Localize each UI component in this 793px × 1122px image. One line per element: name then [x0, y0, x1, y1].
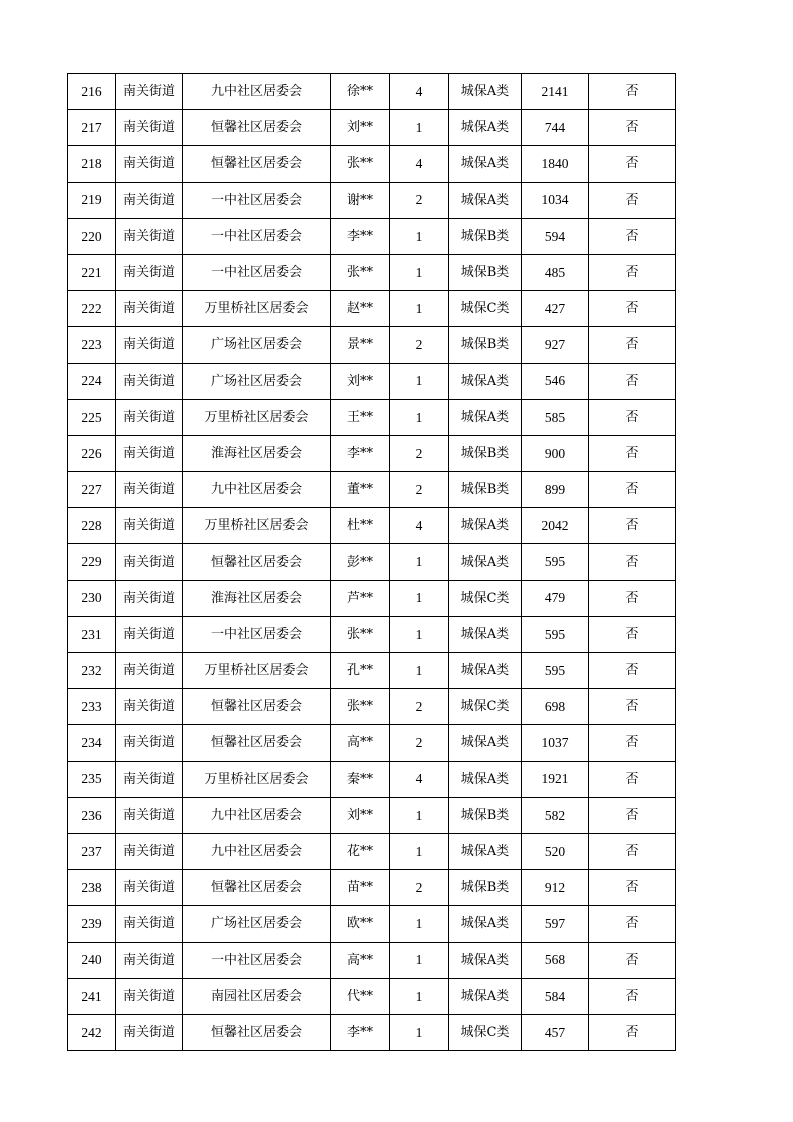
community-cell: 万里桥社区居委会: [183, 399, 331, 435]
name-cell: 李**: [331, 1014, 390, 1050]
flag-cell: 否: [589, 616, 676, 652]
row-number-cell: 217: [68, 110, 116, 146]
category-cell: 城保B类: [449, 435, 522, 471]
row-number-cell: 242: [68, 1014, 116, 1050]
flag-cell: 否: [589, 833, 676, 869]
category-cell: 城保A类: [449, 978, 522, 1014]
table-row: [68, 1014, 676, 1050]
amount-cell: 2042: [522, 508, 589, 544]
table-row: [68, 291, 676, 327]
community-cell: 九中社区居委会: [183, 74, 331, 110]
table-row: [68, 870, 676, 906]
street-cell: 南关街道: [116, 725, 183, 761]
flag-cell: 否: [589, 435, 676, 471]
table-row: [68, 508, 676, 544]
household-size-cell: 1: [390, 291, 449, 327]
flag-cell: 否: [589, 218, 676, 254]
row-number-cell: 219: [68, 182, 116, 218]
flag-cell: 否: [589, 978, 676, 1014]
street-cell: 南关街道: [116, 761, 183, 797]
row-number-cell: 220: [68, 218, 116, 254]
street-cell: 南关街道: [116, 110, 183, 146]
amount-cell: 594: [522, 218, 589, 254]
row-number-cell: 222: [68, 291, 116, 327]
community-cell: 九中社区居委会: [183, 797, 331, 833]
category-cell: 城保A类: [449, 942, 522, 978]
street-cell: 南关街道: [116, 870, 183, 906]
name-cell: 高**: [331, 942, 390, 978]
name-cell: 芦**: [331, 580, 390, 616]
community-cell: 恒馨社区居委会: [183, 146, 331, 182]
flag-cell: 否: [589, 399, 676, 435]
amount-cell: 568: [522, 942, 589, 978]
street-cell: 南关街道: [116, 472, 183, 508]
table-row: [68, 942, 676, 978]
category-cell: 城保A类: [449, 363, 522, 399]
community-cell: 恒馨社区居委会: [183, 544, 331, 580]
table-row: [68, 110, 676, 146]
table-row: [68, 797, 676, 833]
street-cell: 南关街道: [116, 797, 183, 833]
street-cell: 南关街道: [116, 508, 183, 544]
street-cell: 南关街道: [116, 1014, 183, 1050]
flag-cell: 否: [589, 725, 676, 761]
amount-cell: 1037: [522, 725, 589, 761]
row-number-cell: 233: [68, 689, 116, 725]
household-size-cell: 2: [390, 689, 449, 725]
category-cell: 城保A类: [449, 616, 522, 652]
category-cell: 城保B类: [449, 472, 522, 508]
street-cell: 南关街道: [116, 363, 183, 399]
row-number-cell: 229: [68, 544, 116, 580]
row-number-cell: 226: [68, 435, 116, 471]
household-size-cell: 1: [390, 580, 449, 616]
household-size-cell: 1: [390, 254, 449, 290]
category-cell: 城保A类: [449, 725, 522, 761]
category-cell: 城保A类: [449, 110, 522, 146]
row-number-cell: 224: [68, 363, 116, 399]
name-cell: 董**: [331, 472, 390, 508]
row-number-cell: 235: [68, 761, 116, 797]
amount-cell: 479: [522, 580, 589, 616]
category-cell: 城保C类: [449, 1014, 522, 1050]
community-cell: 南园社区居委会: [183, 978, 331, 1014]
category-cell: 城保A类: [449, 399, 522, 435]
street-cell: 南关街道: [116, 906, 183, 942]
row-number-cell: 238: [68, 870, 116, 906]
community-cell: 一中社区居委会: [183, 616, 331, 652]
amount-cell: 899: [522, 472, 589, 508]
street-cell: 南关街道: [116, 218, 183, 254]
row-number-cell: 230: [68, 580, 116, 616]
household-size-cell: 1: [390, 833, 449, 869]
flag-cell: 否: [589, 544, 676, 580]
flag-cell: 否: [589, 870, 676, 906]
household-size-cell: 4: [390, 508, 449, 544]
amount-cell: 744: [522, 110, 589, 146]
category-cell: 城保A类: [449, 653, 522, 689]
street-cell: 南关街道: [116, 254, 183, 290]
amount-cell: 582: [522, 797, 589, 833]
household-size-cell: 1: [390, 399, 449, 435]
name-cell: 李**: [331, 218, 390, 254]
row-number-cell: 241: [68, 978, 116, 1014]
community-cell: 广场社区居委会: [183, 327, 331, 363]
row-number-cell: 231: [68, 616, 116, 652]
flag-cell: 否: [589, 472, 676, 508]
community-cell: 一中社区居委会: [183, 942, 331, 978]
record-table-body: [68, 74, 676, 1051]
amount-cell: 1840: [522, 146, 589, 182]
category-cell: 城保B类: [449, 327, 522, 363]
category-cell: 城保A类: [449, 906, 522, 942]
household-size-cell: 2: [390, 435, 449, 471]
community-cell: 淮海社区居委会: [183, 580, 331, 616]
category-cell: 城保C类: [449, 291, 522, 327]
amount-cell: 1921: [522, 761, 589, 797]
row-number-cell: 236: [68, 797, 116, 833]
category-cell: 城保A类: [449, 146, 522, 182]
household-size-cell: 4: [390, 74, 449, 110]
amount-cell: 485: [522, 254, 589, 290]
street-cell: 南关街道: [116, 689, 183, 725]
name-cell: 赵**: [331, 291, 390, 327]
table-row: [68, 761, 676, 797]
row-number-cell: 223: [68, 327, 116, 363]
community-cell: 恒馨社区居委会: [183, 110, 331, 146]
amount-cell: 900: [522, 435, 589, 471]
amount-cell: 912: [522, 870, 589, 906]
flag-cell: 否: [589, 182, 676, 218]
name-cell: 张**: [331, 146, 390, 182]
community-cell: 广场社区居委会: [183, 906, 331, 942]
household-size-cell: 2: [390, 327, 449, 363]
street-cell: 南关街道: [116, 74, 183, 110]
table-row: [68, 146, 676, 182]
street-cell: 南关街道: [116, 833, 183, 869]
household-size-cell: 1: [390, 1014, 449, 1050]
household-size-cell: 2: [390, 725, 449, 761]
table-row: [68, 472, 676, 508]
community-cell: 淮海社区居委会: [183, 435, 331, 471]
category-cell: 城保C类: [449, 689, 522, 725]
flag-cell: 否: [589, 797, 676, 833]
row-number-cell: 237: [68, 833, 116, 869]
name-cell: 花**: [331, 833, 390, 869]
amount-cell: 585: [522, 399, 589, 435]
name-cell: 刘**: [331, 110, 390, 146]
household-size-cell: 2: [390, 870, 449, 906]
table-row: [68, 218, 676, 254]
table-row: [68, 616, 676, 652]
name-cell: 刘**: [331, 363, 390, 399]
household-size-cell: 1: [390, 942, 449, 978]
table-row: [68, 653, 676, 689]
name-cell: 代**: [331, 978, 390, 1014]
community-cell: 万里桥社区居委会: [183, 291, 331, 327]
street-cell: 南关街道: [116, 435, 183, 471]
name-cell: 高**: [331, 725, 390, 761]
flag-cell: 否: [589, 942, 676, 978]
table-row: [68, 906, 676, 942]
community-cell: 万里桥社区居委会: [183, 508, 331, 544]
name-cell: 谢**: [331, 182, 390, 218]
name-cell: 彭**: [331, 544, 390, 580]
amount-cell: 595: [522, 616, 589, 652]
name-cell: 刘**: [331, 797, 390, 833]
household-size-cell: 1: [390, 363, 449, 399]
table-row: [68, 580, 676, 616]
name-cell: 苗**: [331, 870, 390, 906]
community-cell: 恒馨社区居委会: [183, 689, 331, 725]
amount-cell: 595: [522, 653, 589, 689]
table-row: [68, 363, 676, 399]
household-size-cell: 1: [390, 906, 449, 942]
row-number-cell: 240: [68, 942, 116, 978]
flag-cell: 否: [589, 689, 676, 725]
category-cell: 城保C类: [449, 580, 522, 616]
street-cell: 南关街道: [116, 182, 183, 218]
flag-cell: 否: [589, 580, 676, 616]
flag-cell: 否: [589, 363, 676, 399]
community-cell: 恒馨社区居委会: [183, 725, 331, 761]
table-row: [68, 435, 676, 471]
household-size-cell: 4: [390, 146, 449, 182]
amount-cell: 2141: [522, 74, 589, 110]
community-cell: 九中社区居委会: [183, 472, 331, 508]
household-size-cell: 1: [390, 544, 449, 580]
table-row: [68, 725, 676, 761]
community-cell: 一中社区居委会: [183, 182, 331, 218]
name-cell: 张**: [331, 254, 390, 290]
table-row: [68, 327, 676, 363]
category-cell: 城保A类: [449, 544, 522, 580]
community-cell: 一中社区居委会: [183, 218, 331, 254]
name-cell: 孔**: [331, 653, 390, 689]
category-cell: 城保A类: [449, 74, 522, 110]
table-row: [68, 399, 676, 435]
household-size-cell: 1: [390, 978, 449, 1014]
household-size-cell: 4: [390, 761, 449, 797]
table-row: [68, 978, 676, 1014]
table-row: [68, 254, 676, 290]
flag-cell: 否: [589, 110, 676, 146]
flag-cell: 否: [589, 653, 676, 689]
community-cell: 九中社区居委会: [183, 833, 331, 869]
row-number-cell: 239: [68, 906, 116, 942]
amount-cell: 520: [522, 833, 589, 869]
household-size-cell: 1: [390, 616, 449, 652]
record-table: [67, 73, 676, 1051]
name-cell: 张**: [331, 689, 390, 725]
street-cell: 南关街道: [116, 580, 183, 616]
community-cell: 恒馨社区居委会: [183, 870, 331, 906]
amount-cell: 698: [522, 689, 589, 725]
household-size-cell: 2: [390, 182, 449, 218]
flag-cell: 否: [589, 146, 676, 182]
flag-cell: 否: [589, 508, 676, 544]
community-cell: 一中社区居委会: [183, 254, 331, 290]
amount-cell: 546: [522, 363, 589, 399]
household-size-cell: 1: [390, 797, 449, 833]
name-cell: 徐**: [331, 74, 390, 110]
amount-cell: 597: [522, 906, 589, 942]
category-cell: 城保A类: [449, 761, 522, 797]
category-cell: 城保B类: [449, 218, 522, 254]
community-cell: 广场社区居委会: [183, 363, 331, 399]
household-size-cell: 1: [390, 110, 449, 146]
category-cell: 城保A类: [449, 508, 522, 544]
row-number-cell: 221: [68, 254, 116, 290]
row-number-cell: 234: [68, 725, 116, 761]
row-number-cell: 218: [68, 146, 116, 182]
row-number-cell: 225: [68, 399, 116, 435]
household-size-cell: 1: [390, 218, 449, 254]
table-row: [68, 833, 676, 869]
name-cell: 张**: [331, 616, 390, 652]
table-row: [68, 689, 676, 725]
flag-cell: 否: [589, 254, 676, 290]
row-number-cell: 227: [68, 472, 116, 508]
household-size-cell: 2: [390, 472, 449, 508]
flag-cell: 否: [589, 74, 676, 110]
community-cell: 万里桥社区居委会: [183, 653, 331, 689]
amount-cell: 584: [522, 978, 589, 1014]
name-cell: 欧**: [331, 906, 390, 942]
street-cell: 南关街道: [116, 146, 183, 182]
street-cell: 南关街道: [116, 978, 183, 1014]
flag-cell: 否: [589, 291, 676, 327]
household-size-cell: 1: [390, 653, 449, 689]
street-cell: 南关街道: [116, 399, 183, 435]
street-cell: 南关街道: [116, 544, 183, 580]
amount-cell: 927: [522, 327, 589, 363]
row-number-cell: 216: [68, 74, 116, 110]
street-cell: 南关街道: [116, 653, 183, 689]
amount-cell: 595: [522, 544, 589, 580]
category-cell: 城保B类: [449, 870, 522, 906]
amount-cell: 457: [522, 1014, 589, 1050]
amount-cell: 427: [522, 291, 589, 327]
amount-cell: 1034: [522, 182, 589, 218]
category-cell: 城保A类: [449, 833, 522, 869]
community-cell: 恒馨社区居委会: [183, 1014, 331, 1050]
table-row: [68, 182, 676, 218]
category-cell: 城保B类: [449, 797, 522, 833]
name-cell: 景**: [331, 327, 390, 363]
community-cell: 万里桥社区居委会: [183, 761, 331, 797]
street-cell: 南关街道: [116, 616, 183, 652]
category-cell: 城保B类: [449, 254, 522, 290]
name-cell: 李**: [331, 435, 390, 471]
category-cell: 城保A类: [449, 182, 522, 218]
row-number-cell: 232: [68, 653, 116, 689]
name-cell: 王**: [331, 399, 390, 435]
street-cell: 南关街道: [116, 942, 183, 978]
flag-cell: 否: [589, 1014, 676, 1050]
street-cell: 南关街道: [116, 291, 183, 327]
flag-cell: 否: [589, 906, 676, 942]
row-number-cell: 228: [68, 508, 116, 544]
name-cell: 杜**: [331, 508, 390, 544]
street-cell: 南关街道: [116, 327, 183, 363]
table-row: [68, 74, 676, 110]
table-row: [68, 544, 676, 580]
name-cell: 秦**: [331, 761, 390, 797]
flag-cell: 否: [589, 761, 676, 797]
flag-cell: 否: [589, 327, 676, 363]
